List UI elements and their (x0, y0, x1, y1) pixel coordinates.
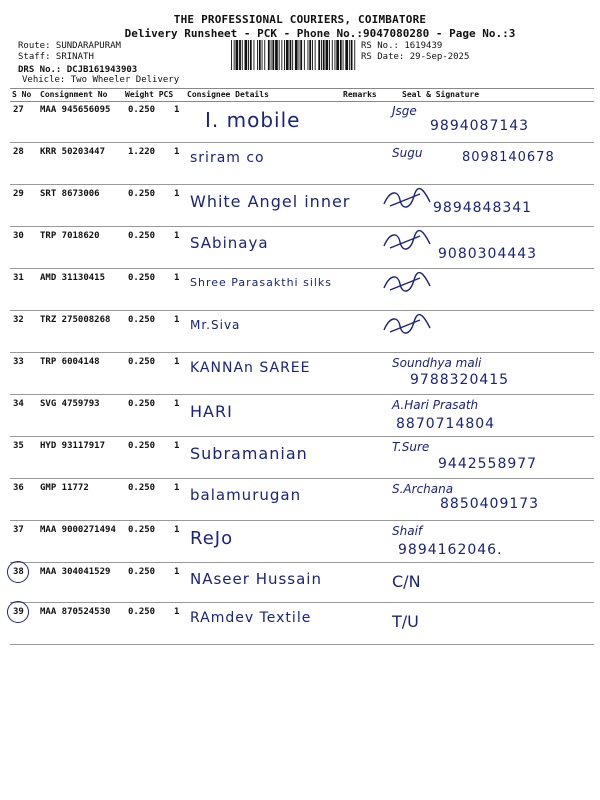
phone-handwriting: 9894848341 (433, 200, 533, 216)
table-row (10, 436, 594, 479)
signature-handwriting: Shaif (392, 524, 423, 538)
signature-scribble (380, 186, 440, 212)
runsheet-title: Delivery Runsheet - PCK - Phone No.:9047080280 - Page No.:3 (124, 27, 516, 40)
consignment-number: TRZ 275008268 (40, 315, 111, 325)
table-row (10, 100, 594, 143)
consignee-handwriting: sriram co (190, 150, 265, 166)
serial-number: 37 (13, 525, 24, 535)
phone-handwriting: 9080304443 (438, 246, 538, 262)
consignment-number: AMD 31130415 (40, 273, 106, 283)
consignment-number: TRP 6004148 (40, 357, 100, 367)
col-consignment: Consignment No (40, 90, 108, 99)
serial-number: 39 (13, 607, 24, 617)
signature-handwriting: S.Archana (392, 482, 454, 496)
barcode-image (231, 40, 356, 70)
weight-value: 0.250 (128, 189, 156, 199)
consignee-handwriting: RAmdev Textile (190, 610, 312, 626)
consignee-handwriting: I. mobile (205, 108, 301, 132)
table-row (10, 142, 594, 185)
consignment-number: HYD 93117917 (40, 441, 106, 451)
table-row (10, 562, 594, 603)
signature-handwriting: C/N (392, 572, 421, 591)
weight-value: 0.250 (128, 607, 156, 617)
signature-handwriting: Sugu (392, 146, 423, 160)
serial-number: 29 (13, 189, 24, 199)
consignment-number: TRP 7018620 (40, 231, 100, 241)
table-row (10, 226, 594, 269)
table-row (10, 520, 594, 563)
phone-handwriting: 8098140678 (462, 150, 555, 165)
drs-label: DRS No.: DCJB161943903 (18, 65, 138, 75)
signature-handwriting: Soundhya mali (392, 356, 482, 370)
phone-handwriting: 9788320415 (410, 372, 510, 388)
consignment-number: KRR 50203447 (40, 147, 106, 157)
table-row (10, 352, 594, 395)
serial-number: 38 (13, 567, 24, 577)
pieces-count: 1 (174, 147, 180, 157)
pieces-count: 1 (174, 525, 180, 535)
consignee-handwriting: ReJo (190, 528, 234, 549)
pieces-count: 1 (174, 231, 180, 241)
pieces-count: 1 (174, 357, 180, 367)
weight-value: 0.250 (128, 567, 156, 577)
signature-handwriting: A.Hari Prasath (392, 398, 479, 412)
pieces-count: 1 (174, 399, 180, 409)
pieces-count: 1 (174, 273, 180, 283)
consignment-number: MAA 304041529 (40, 567, 111, 577)
consignee-handwriting: SAbinaya (190, 234, 269, 252)
col-weight-pcs: Weight PCS (125, 90, 174, 99)
pieces-count: 1 (174, 105, 180, 115)
pieces-count: 1 (174, 567, 180, 577)
phone-handwriting: 9894162046. (398, 542, 503, 558)
table-row (10, 310, 594, 353)
consignment-number: MAA 870524530 (40, 607, 111, 617)
vehicle-label: Vehicle: Two Wheeler Delivery (22, 75, 180, 85)
col-consignee: Consignee Details (187, 90, 269, 99)
pieces-count: 1 (174, 189, 180, 199)
table-row (10, 268, 594, 311)
consignee-handwriting: balamurugan (190, 486, 302, 504)
consignee-handwriting: Shree Parasakthi silks (190, 276, 333, 289)
col-seal-signature: Seal & Signature (402, 90, 480, 99)
table-row (10, 184, 594, 227)
serial-number: 34 (13, 399, 24, 409)
weight-value: 0.250 (128, 231, 156, 241)
consignment-number: MAA 945656095 (40, 105, 111, 115)
weight-value: 0.250 (128, 441, 156, 451)
consignee-handwriting: White Angel inner (190, 192, 351, 211)
col-sno: S No (12, 90, 32, 99)
serial-number: 36 (13, 483, 24, 493)
signature-handwriting: T/U (392, 612, 419, 631)
table-row (10, 478, 594, 521)
weight-value: 0.250 (128, 105, 156, 115)
signature-scribble (380, 228, 440, 254)
signature-handwriting: T.Sure (392, 440, 430, 454)
consignment-number: MAA 9000271494 (40, 525, 116, 535)
weight-value: 0.250 (128, 273, 156, 283)
table-row (10, 394, 594, 437)
company-title: THE PROFESSIONAL COURIERS, COIMBATORE (173, 13, 427, 26)
consignment-number: GMP 11772 (40, 483, 89, 493)
phone-handwriting: 8850409173 (440, 496, 540, 512)
staff-label: Staff: SRINATH (18, 52, 94, 62)
signature-scribble (380, 312, 440, 338)
rs-number: RS No.: 1619439 (361, 41, 443, 51)
serial-number: 28 (13, 147, 24, 157)
weight-value: 0.250 (128, 483, 156, 493)
weight-value: 0.250 (128, 525, 156, 535)
serial-number: 32 (13, 315, 24, 325)
pieces-count: 1 (174, 315, 180, 325)
signature-handwriting: Jsge (392, 104, 417, 118)
signature-scribble (380, 270, 440, 296)
phone-handwriting: 9894087143 (430, 118, 530, 134)
serial-number: 35 (13, 441, 24, 451)
route-label: Route: SUNDARAPURAM (18, 41, 121, 51)
col-remarks: Remarks (343, 90, 377, 99)
weight-value: 0.250 (128, 315, 156, 325)
consignment-number: SVG 4759793 (40, 399, 100, 409)
weight-value: 0.250 (128, 357, 156, 367)
rs-date: RS Date: 29-Sep-2025 (361, 52, 470, 62)
phone-handwriting: 8870714804 (396, 416, 496, 432)
consignee-handwriting: Mr.Siva (190, 318, 241, 332)
consignment-number: SRT 8673006 (40, 189, 100, 199)
serial-number: 30 (13, 231, 24, 241)
serial-number: 31 (13, 273, 24, 283)
table-row (10, 602, 594, 645)
consignee-handwriting: HARI (190, 402, 233, 421)
serial-number: 27 (13, 105, 24, 115)
pieces-count: 1 (174, 483, 180, 493)
consignee-handwriting: Subramanian (190, 444, 308, 463)
weight-value: 0.250 (128, 399, 156, 409)
serial-number: 33 (13, 357, 24, 367)
weight-value: 1.220 (128, 147, 156, 157)
phone-handwriting: 9442558977 (438, 456, 538, 472)
consignee-handwriting: NAseer Hussain (190, 570, 322, 588)
pieces-count: 1 (174, 441, 180, 451)
consignee-handwriting: KANNAn SAREE (190, 360, 311, 376)
pieces-count: 1 (174, 607, 180, 617)
